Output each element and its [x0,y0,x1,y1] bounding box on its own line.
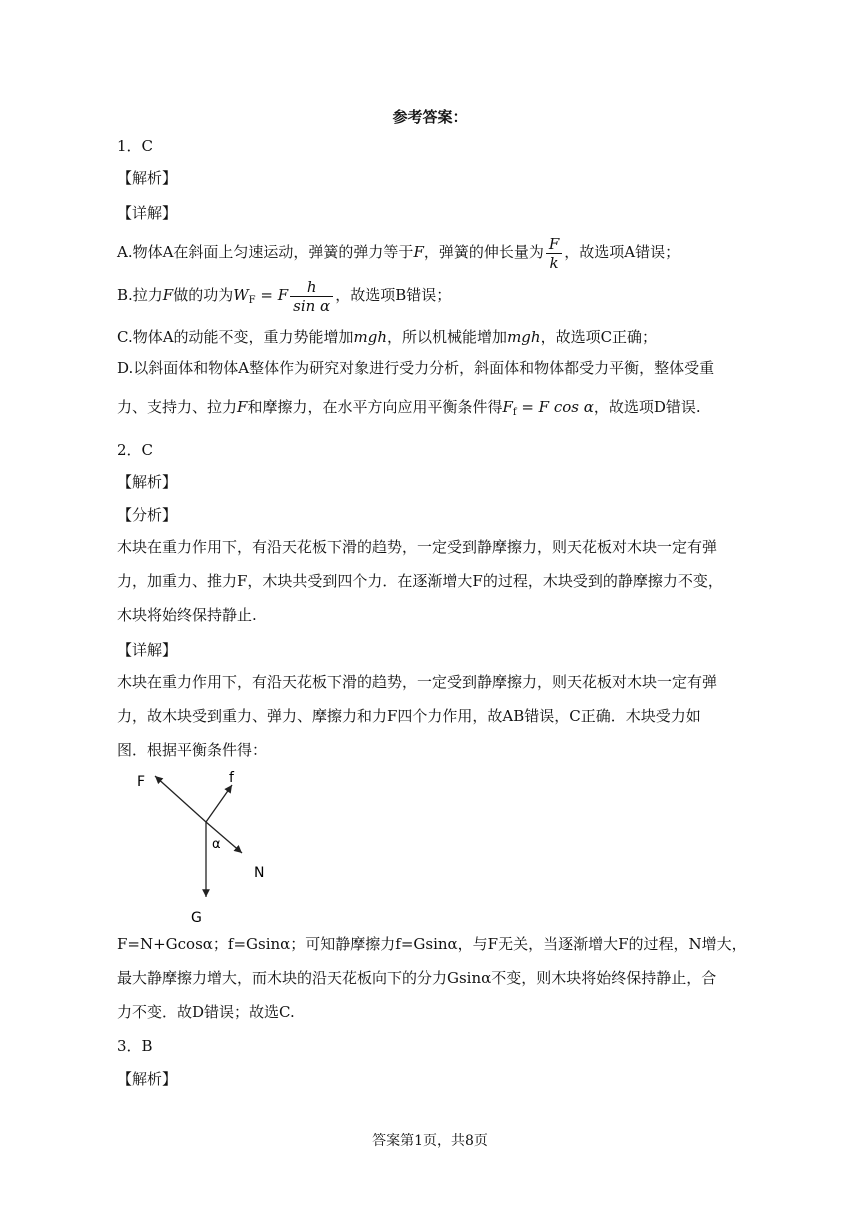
q1-option-d-line2: 力、支持力、拉力F和摩擦力，在水平方向应用平衡条件得$F_f = F$ cos α，故选项D错误. [117,398,701,418]
q2-xiangjie-line1: 木块在重力作用下，有沿天花板下滑的趋势，一定受到静摩擦力，则天花板对木块一定有弹 [117,673,718,691]
q1-option-d-line1: D.以斜面体和物体A整体作为研究对象进行受力分析，斜面体和物体都受力平衡，整体受重 [117,359,715,377]
q1-b-fraction: $\frac{h}{\text{sin α}}$ [290,278,333,315]
q1-option-b: B.拉力F做的功为$W_F = F$ $\frac{h}{\text{sin α}}$ ，故选项B错误； [117,277,452,315]
q2-after-line1: F=N+Gcosα；f=Gsinα；可知静摩擦力f=Gsinα，与F无关，当逐渐增大F的过程，N增大， [117,935,747,953]
q2-fenxi-line1: 木块在重力作用下，有沿天花板下滑的趋势，一定受到静摩擦力，则天花板对木块一定有弹 [117,538,718,556]
q2-after-line2: 最大静摩擦力增大，而木块的沿天花板向下的分力Gsinα不变，则木块将始终保持静止，合 [117,969,717,987]
label-f: f [229,770,234,786]
force-f-arrow [206,785,232,822]
page-footer: 答案第1页，共8页 [372,1133,488,1149]
q2-jiexi-label: 【解析】 [117,473,178,491]
q1-heading: 1．C [117,137,154,155]
q1-a-fraction: $\frac{F}{k}$ [546,235,562,272]
q1-option-c: C.物体A的动能不变，重力势能增加mgh，所以机械能增加mgh，故选项C正确； [117,328,658,346]
q3-jiexi-label: 【解析】 [117,1070,178,1088]
q2-fenxi-line3: 木块将始终保持静止. [117,606,257,624]
q2-xiangjie-line3: 图．根据平衡条件得： [117,741,268,759]
label-F: F [137,774,146,790]
page-title: 参考答案： [392,108,468,126]
q2-fenxi-line2: 力，加重力、推力F，木块共受到四个力．在逐渐增大F的过程，木块受到的静摩擦力不变， [117,572,723,590]
q1-option-a: A.物体A在斜面上匀速运动，弹簧的弹力等于F，弹簧的伸长量为 $\frac{F}{k}$ ，故选项A错误； [117,234,681,272]
q2-heading: 2．C [117,441,154,459]
q1-jiexi-label: 【解析】 [117,169,178,187]
label-G: G [191,910,202,926]
force-diagram [125,766,285,931]
label-alpha: α [212,837,221,852]
force-F-arrow [155,776,206,822]
q2-xiangjie-line2: 力，故木块受到重力、弹力、摩擦力和力F四个力作用，故AB错误，C正确．木块受力如 [117,707,701,725]
q2-xiangjie-label: 【详解】 [117,641,178,659]
q1-xiangjie-label: 【详解】 [117,204,178,222]
q2-fenxi-label: 【分析】 [117,506,178,524]
label-N: N [254,865,265,881]
q2-after-line3: 力不变．故D错误；故选C. [117,1003,295,1021]
q3-heading: 3．B [117,1037,153,1055]
